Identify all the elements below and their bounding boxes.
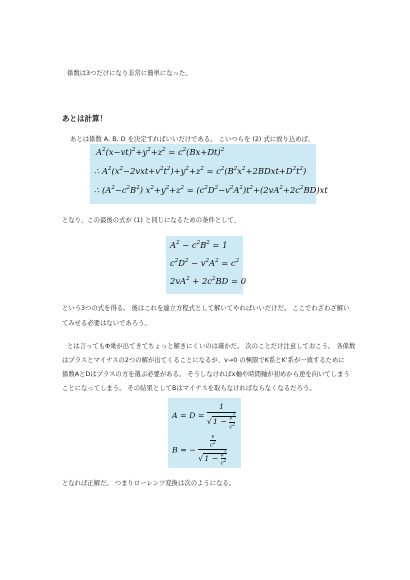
paragraph-condition: となり、この最後の式が (1) と同じになるための条件として、 [62, 217, 241, 224]
condition-equation-1: $A^2 - c^2B^2 = 1$ [170, 240, 228, 250]
equation-line-1: $A^2(x-vt)^2+y^2+z^2 = c^2(Bx+Dt)^2$ [96, 147, 225, 157]
fraction-a-d: 1 √1 − $\frac{v^2}{c^2}$ [206, 402, 235, 431]
paragraph-caution-line-4: ことになってしまう。 その結果としてBはマイナスを取らなければならなくなるだろう。 [62, 385, 316, 392]
paragraph-lorentz-transform: となれば正解だ。 つまりローレンツ変換は次のようになる。 [62, 480, 236, 487]
paragraph-three-equations-line-2: てみせる必要はないであろう。 [62, 320, 151, 327]
equation-line-3: ∴ $(A^2-c^2B^2) x^2+y^2+z^2 = (c^2D^2-v^2A^2)t^2+(2vA^2+2c^2BD)xt$ [94, 185, 328, 195]
paragraph-determine-coefficients: あとは係数 A, B, D を決定すればいいだけである。 こいつらを (2) 式に放り込めば、 [70, 136, 315, 143]
condition-equation-3: $2vA^2 + 2c^2BD = 0$ [170, 276, 247, 286]
fraction-b: $\frac{v}{c^2}$ √1 − $\frac{v^2}{c^2}$ [198, 434, 227, 468]
solution-b: B = − $\frac{v}{c^2}$ √1 − $\frac{v^2}{c^2}$ [172, 434, 227, 468]
equation-block-expansion [90, 144, 328, 204]
equation-block-conditions [166, 236, 247, 294]
section-heading: あとは計算！ [62, 114, 107, 123]
paragraph-caution-line-1: とは言ってもΦ乗が出てきてちょっと解きにくいのは確かだ。 次のことだけ注意しておこう。 各係数 [67, 343, 356, 350]
solution-a-d: A = D = 1 √1 − $\frac{v^2}{c^2}$ [172, 402, 235, 431]
paragraph-coefficients-simplified: 係数は3つだけになり非常に簡単になった。 [67, 70, 192, 77]
condition-equation-2: $c^2D^2 - v^2A^2 = c^2$ [170, 258, 240, 268]
equation-line-2: ∴ $A^2(x^2-2vxt+v^2t^2)+y^2+z^2$ = $c^2(B^2x^2+2BDxt+D^2t^2)$ [94, 166, 307, 176]
equation-block-solution [168, 398, 241, 468]
paragraph-caution-line-3: 係数AとDはプラスの方を選ぶ必要がある。 そうしなければx軸や時間軸が初めから逆を向いてしまう [62, 371, 350, 378]
paragraph-three-equations-line-1: という3つの式を得る。 後はこれを連立方程式として解いてやればいいだけだ。 ここでわざわざ解い [62, 305, 350, 312]
paragraph-caution-line-2: はプラスとマイナスの2つの解が出てくることになるが、v→0 の極限でK系とK'系が一致するために [62, 357, 345, 364]
